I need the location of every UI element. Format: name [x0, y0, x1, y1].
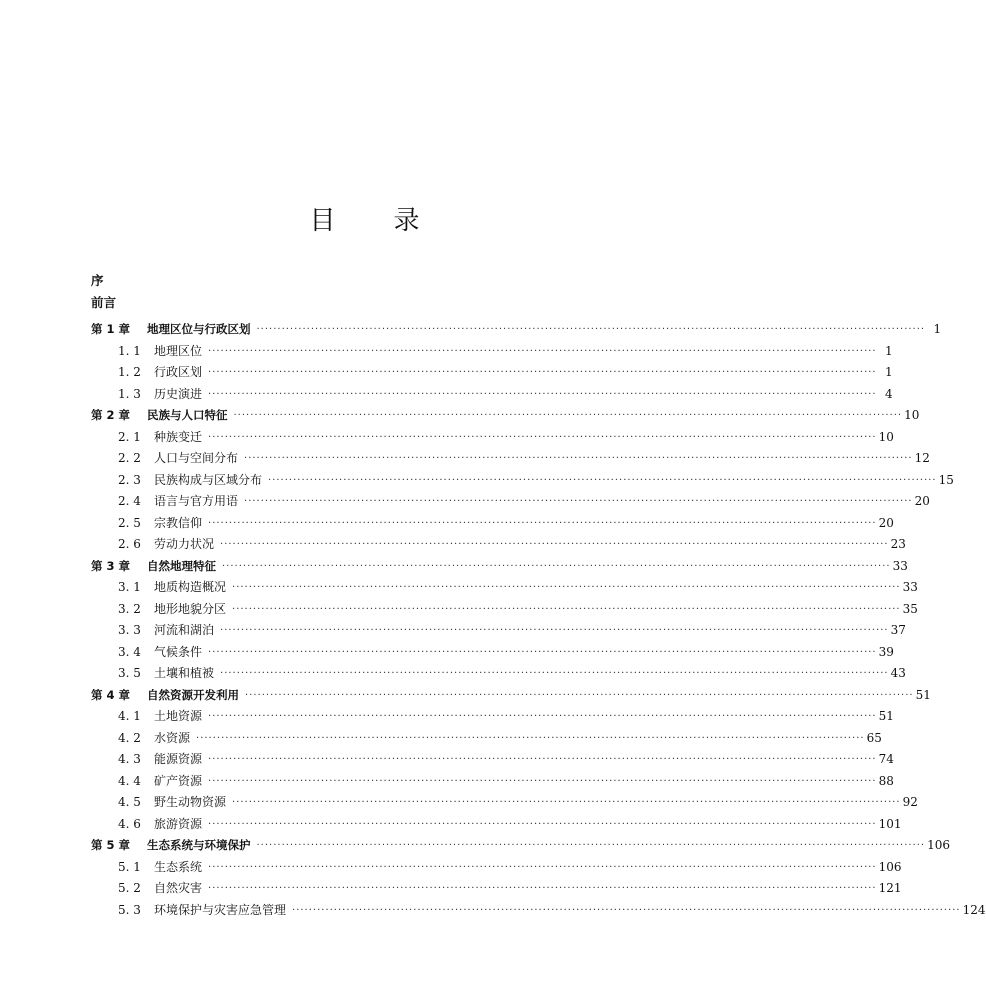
- section-title: 土壤和植被: [154, 666, 215, 680]
- toc-chapter-row[interactable]: [91, 685, 931, 707]
- section-number: 4. 4: [118, 773, 141, 788]
- section-title: 行政区划: [154, 365, 203, 379]
- page-number: 1: [884, 343, 893, 358]
- page-number: 51: [915, 687, 931, 702]
- dot-leader: ································································································································································: [244, 453, 913, 464]
- section-number: 5. 3: [118, 902, 141, 917]
- page-number: 4: [884, 386, 893, 401]
- section-title: 地质构造概况: [154, 580, 227, 594]
- toc-chapter-row[interactable]: [91, 405, 920, 427]
- table-of-contents: [91, 319, 986, 921]
- section-title: 矿产资源: [154, 773, 203, 788]
- chapter-number: 第 4 章: [91, 687, 131, 702]
- page-number: 12: [914, 451, 930, 465]
- toc-section-row[interactable]: [91, 878, 902, 900]
- toc-section-row[interactable]: [91, 771, 894, 793]
- title-char-1: 目: [309, 206, 336, 236]
- section-number: 3. 1: [118, 580, 141, 594]
- page-number: 43: [890, 666, 906, 680]
- chapter-number: 第 1 章: [91, 322, 131, 336]
- toc-section-row[interactable]: [91, 362, 893, 384]
- section-number: 3. 3: [118, 623, 141, 637]
- dot-leader: ································································································································································: [208, 367, 877, 378]
- section-title: 语言与官方用语: [154, 494, 239, 508]
- toc-section-row[interactable]: [91, 534, 906, 556]
- section-number: 4. 1: [118, 709, 141, 723]
- dot-leader: ································································································································································: [233, 410, 903, 421]
- section-number: 4. 6: [118, 816, 141, 831]
- chapter-number: 第 3 章: [91, 558, 131, 573]
- dot-leader: ································································································································································: [222, 560, 891, 572]
- section-number: 1. 3: [118, 386, 141, 401]
- section-title: 河流和湖泊: [154, 623, 215, 637]
- toc-section-row[interactable]: [91, 491, 930, 513]
- section-title: 土地资源: [154, 709, 203, 723]
- page-number: 35: [902, 601, 918, 616]
- page-number: 10: [904, 408, 920, 422]
- chapter-title: 民族与人口特征: [147, 408, 228, 422]
- chapter-number: 第 2 章: [91, 408, 131, 422]
- toc-section-row[interactable]: [91, 857, 902, 879]
- page-number: 20: [878, 515, 894, 530]
- toc-section-row[interactable]: [91, 341, 893, 363]
- section-title: 水资源: [154, 730, 191, 745]
- section-number: 1. 1: [118, 343, 141, 358]
- section-title: 人口与空间分布: [154, 451, 239, 465]
- toc-chapter-row[interactable]: [91, 556, 908, 578]
- section-number: 2. 6: [118, 537, 141, 551]
- section-number: 3. 5: [118, 666, 141, 680]
- toc-section-row[interactable]: [91, 470, 954, 492]
- page-number: 20: [914, 494, 930, 508]
- toc-section-row[interactable]: [91, 427, 894, 449]
- section-title: 宗教信仰: [154, 515, 203, 530]
- dot-leader: ································································································································································: [256, 840, 926, 851]
- section-title: 旅游资源: [154, 816, 203, 831]
- toc-section-row[interactable]: [91, 642, 894, 664]
- preface-entry-xu[interactable]: 序: [91, 273, 104, 288]
- dot-leader: ································································································································································: [245, 689, 914, 701]
- chapter-title: 自然地理特征: [147, 558, 216, 573]
- section-number: 4. 2: [118, 730, 141, 745]
- page-number: 1: [884, 365, 893, 379]
- section-title: 野生动物资源: [154, 795, 227, 809]
- dot-leader: ································································································································································: [268, 474, 937, 486]
- toc-section-row[interactable]: [91, 577, 918, 599]
- dot-leader: ································································································································································: [220, 539, 889, 550]
- toc-section-row[interactable]: [91, 792, 918, 814]
- toc-section-row[interactable]: [91, 663, 906, 685]
- section-number: 4. 3: [118, 752, 141, 766]
- page-title: [0, 200, 729, 237]
- dot-leader: ································································································································································: [208, 388, 877, 400]
- section-title: 生态系统: [154, 859, 203, 874]
- dot-leader: ································································································································································: [292, 904, 961, 916]
- title-char-2: 录: [393, 206, 420, 236]
- toc-section-row[interactable]: [91, 706, 894, 728]
- page-number: 33: [892, 558, 908, 573]
- section-number: 2. 1: [118, 429, 141, 444]
- section-title: 地理区位: [154, 343, 203, 358]
- chapter-number: 第 5 章: [91, 838, 131, 852]
- dot-leader: ································································································································································: [256, 324, 926, 335]
- section-title: 能源资源: [154, 752, 203, 766]
- section-title: 地形地貌分区: [154, 601, 227, 616]
- section-number: 3. 2: [118, 601, 141, 616]
- page-number: 106: [927, 838, 950, 852]
- page-number: 51: [878, 709, 894, 723]
- chapter-title: 地理区位与行政区划: [147, 322, 251, 336]
- dot-leader: ································································································································································: [232, 582, 901, 593]
- section-number: 1. 2: [118, 365, 141, 379]
- dot-leader: ································································································································································: [208, 754, 877, 765]
- dot-leader: ································································································································································: [208, 818, 877, 830]
- dot-leader: ································································································································································: [196, 732, 865, 744]
- page-number: 106: [878, 859, 902, 874]
- section-title: 民族构成与区域分布: [154, 472, 263, 487]
- page-number: 1: [933, 322, 942, 336]
- section-title: 气候条件: [154, 644, 203, 659]
- toc-section-row[interactable]: [91, 448, 930, 470]
- toc-section-row[interactable]: [91, 599, 918, 621]
- page-number: 23: [890, 537, 906, 551]
- toc-section-row[interactable]: [91, 384, 893, 406]
- dot-leader: ································································································································································: [220, 668, 889, 679]
- dot-leader: ································································································································································: [220, 625, 889, 636]
- dot-leader: ································································································································································: [244, 496, 913, 507]
- toc-section-row[interactable]: [91, 513, 894, 535]
- toc-section-row[interactable]: [91, 900, 986, 922]
- toc-section-row[interactable]: [91, 728, 882, 750]
- dot-leader: ································································································································································: [208, 711, 877, 722]
- dot-leader: ································································································································································: [208, 345, 877, 357]
- section-title: 劳动力状况: [154, 537, 215, 551]
- dot-leader: ································································································································································: [232, 797, 901, 808]
- section-title: 自然灾害: [154, 881, 203, 895]
- dot-leader: ································································································································································: [208, 646, 877, 658]
- section-number: 5. 2: [118, 881, 141, 895]
- dot-leader: ································································································································································: [208, 775, 877, 787]
- dot-leader: ································································································································································: [208, 883, 877, 894]
- section-title: 种族变迁: [154, 429, 203, 444]
- section-number: 5. 1: [118, 859, 141, 874]
- toc-section-row[interactable]: [91, 620, 906, 642]
- section-number: 2. 5: [118, 515, 141, 530]
- page-number: 37: [890, 623, 906, 637]
- section-number: 2. 2: [118, 451, 141, 465]
- toc-section-row[interactable]: [91, 814, 902, 836]
- section-title: 环境保护与灾害应急管理: [154, 902, 287, 917]
- dot-leader: ································································································································································: [208, 861, 877, 873]
- chapter-title: 自然资源开发利用: [147, 687, 239, 702]
- page-number: 33: [902, 580, 918, 594]
- page-number: 74: [878, 752, 894, 766]
- toc-chapter-row[interactable]: [91, 835, 950, 857]
- dot-leader: ································································································································································: [208, 431, 877, 443]
- page-number: 101: [878, 816, 902, 831]
- page-number: 88: [878, 773, 894, 788]
- preface-entry-foreword[interactable]: 前言: [91, 295, 117, 310]
- toc-section-row[interactable]: [91, 749, 894, 771]
- section-number: 4. 5: [118, 795, 141, 809]
- dot-leader: ································································································································································: [232, 603, 901, 615]
- page-number: 92: [902, 795, 918, 809]
- page-number: 39: [878, 644, 894, 659]
- page-number: 65: [866, 730, 882, 745]
- page-number: 10: [878, 429, 894, 444]
- page-number: 124: [962, 902, 986, 917]
- page-number: 15: [938, 472, 954, 487]
- page-number: 121: [878, 881, 902, 895]
- section-title: 历史演进: [154, 386, 203, 401]
- chapter-title: 生态系统与环境保护: [147, 838, 251, 852]
- toc-chapter-row[interactable]: [91, 319, 942, 341]
- section-number: 2. 3: [118, 472, 141, 487]
- section-number: 3. 4: [118, 644, 141, 659]
- section-number: 2. 4: [118, 494, 141, 508]
- dot-leader: ································································································································································: [208, 517, 877, 529]
